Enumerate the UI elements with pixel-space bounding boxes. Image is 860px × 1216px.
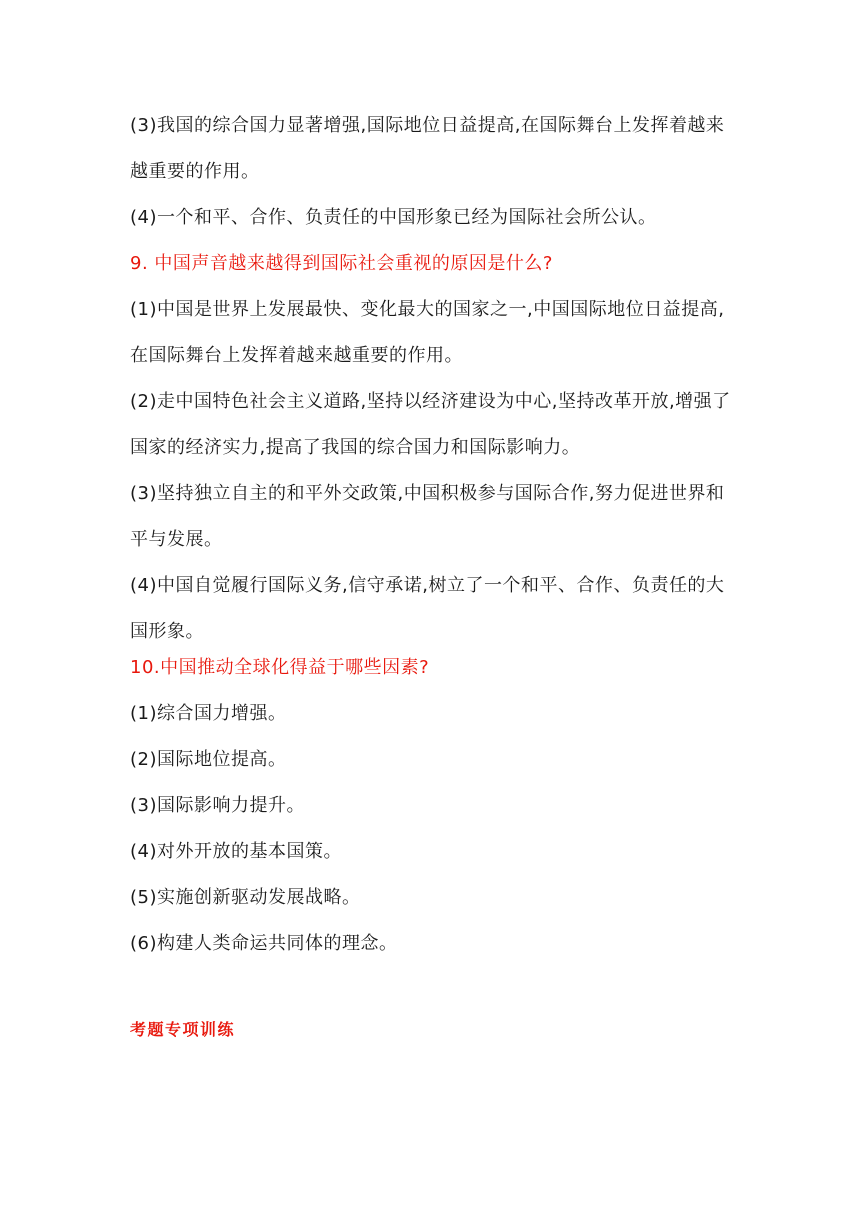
q9-answer-1: (1)中国是世界上发展最快、变化最大的国家之一,中国国际地位日益提高,在国际舞台上发挥着越来越重要的作用。 — [130, 299, 725, 366]
q9-answer-3: (3)坚持独立自主的和平外交政策,中国积极参与国际合作,努力促进世界和平与发展。 — [130, 483, 725, 550]
question-10-heading: 10.中国推动全球化得益于哪些因素? — [130, 657, 430, 678]
q10-answer-5: (5)实施创新驱动发展战略。 — [130, 887, 361, 908]
q10-answer-2: (2)国际地位提高。 — [130, 749, 287, 770]
question-9-heading: 9. 中国声音越来越得到国际社会重视的原因是什么? — [130, 253, 553, 274]
q10-answer-3: (3)国际影响力提升。 — [130, 795, 305, 816]
q10-answer-4: (4)对外开放的基本国策。 — [130, 841, 342, 862]
q10-answer-1: (1)综合国力增强。 — [130, 703, 287, 724]
section-title: 考题专项训练 — [130, 1020, 236, 1039]
q9-answer-2: (2)走中国特色社会主义道路,坚持以经济建设为中心,坚持改革开放,增强了国家的经济实力,提高了我国的综合国力和国际影响力。 — [130, 391, 731, 458]
q10-answer-6: (6)构建人类命运共同体的理念。 — [130, 933, 398, 954]
paragraph-q8-answer-3: (3)我国的综合国力显著增强,国际地位日益提高,在国际舞台上发挥着越来越重要的作用。 — [130, 115, 725, 182]
q9-answer-4: (4)中国自觉履行国际义务,信守承诺,树立了一个和平、合作、负责任的大国形象。 — [130, 575, 725, 642]
paragraph-q8-answer-4: (4)一个和平、合作、负责任的中国形象已经为国际社会所公认。 — [130, 207, 657, 228]
